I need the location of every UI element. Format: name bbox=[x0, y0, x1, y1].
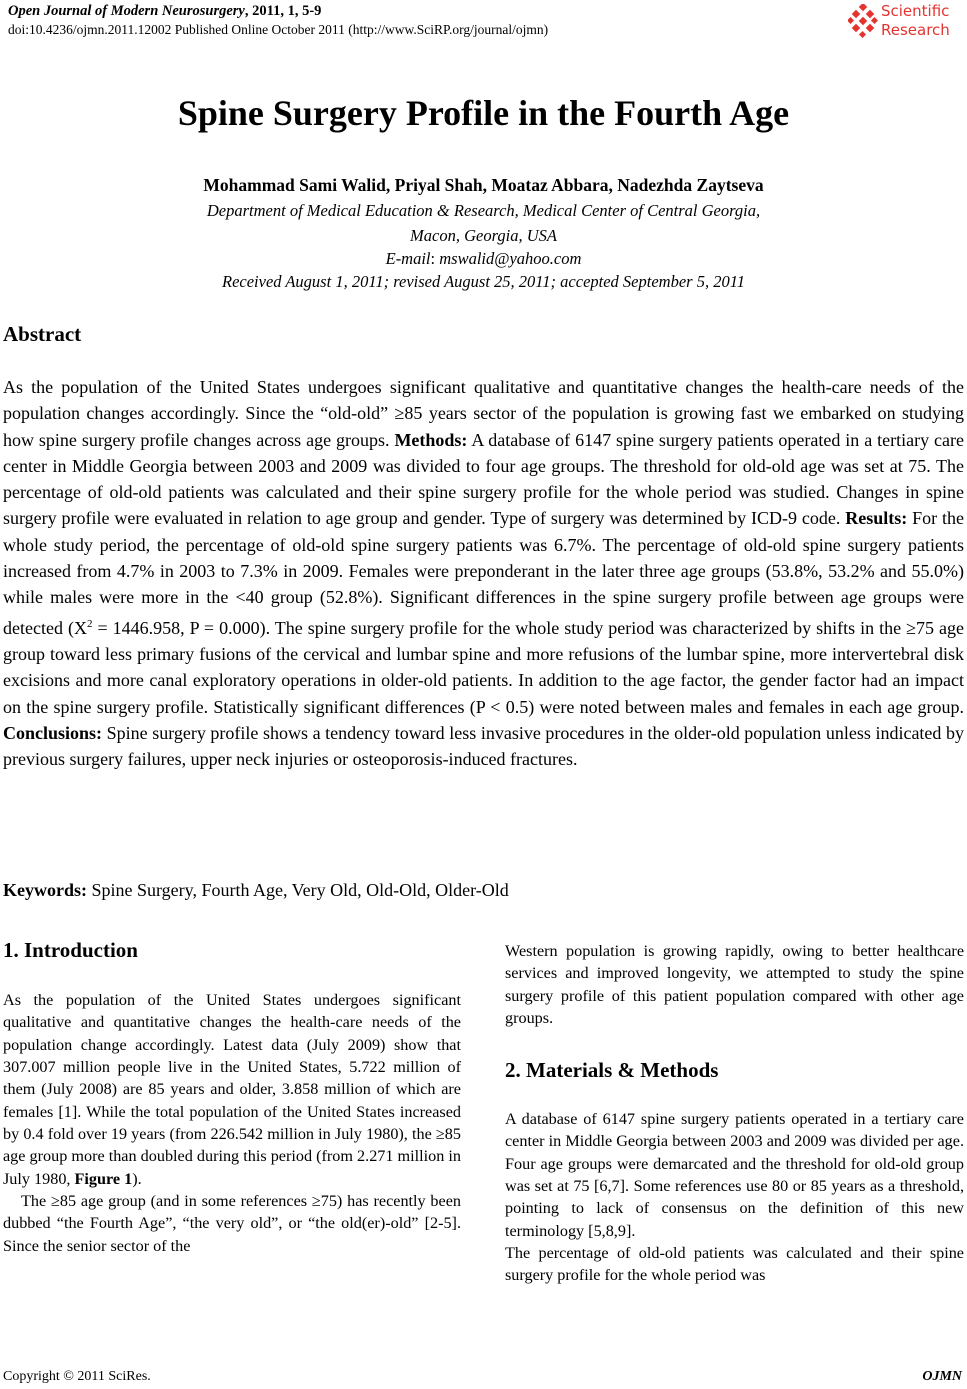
right-column-methods bbox=[505, 1108, 964, 1287]
introduction-heading: 1. Introduction bbox=[3, 938, 138, 962]
journal-abbreviation: OJMN bbox=[922, 1369, 962, 1384]
abstract-body bbox=[3, 374, 964, 772]
journal-volume: , 2011, 1, 5-9 bbox=[244, 3, 322, 19]
keywords bbox=[3, 880, 509, 901]
methods-paragraph-1: A database of 6147 spine surgery patients operated in a tertiary care center in Middle Georgia between 2003 and 2009 was divided per age. Four age groups were demarcated and the threshold for old-old group was set at 75 [6,7]. Some references use 80 or 85 years as a threshold, pointing to lack of consensus on the definition of this new terminology [5,8,9]. bbox=[505, 1110, 964, 1240]
logo-line-1: Scientific bbox=[881, 2, 950, 20]
abstract-background: As the population of the United States undergoes significant qualitative and quantitative changes the health-care needs of the population changes accordingly. Since the “old-old” ≥85 years sector of the population is growing fast we embarked on studying how spine surgery profile changes across age groups. bbox=[3, 377, 964, 450]
affiliation-text: Department of Medical Education & Research, Medical Center of Central Georgia, bbox=[206, 201, 761, 220]
authors: Mohammad Sami Walid, Priyal Shah, Moataz Abbara, Nadezhda Zaytseva bbox=[203, 175, 764, 195]
intro-paragraph-continued: Western population is growing rapidly, owing to better healthcare services and improved longevity, we attempted to study the spine surgery profile of this patient population compared with other age groups. bbox=[505, 942, 964, 1028]
chi-square-superscript: 2 bbox=[86, 617, 93, 630]
materials-methods-heading: 2. Materials & Methods bbox=[505, 1058, 719, 1082]
received-text: Received August 1, 2011; revised August 25, 2011; accepted September 5, 2011 bbox=[222, 272, 745, 291]
scientific-research-logo bbox=[848, 2, 963, 42]
results-label: Results: bbox=[845, 508, 908, 529]
intro-paragraph-1 bbox=[3, 989, 461, 1190]
email-address[interactable]: mswalid@yahoo.com bbox=[439, 249, 582, 268]
keywords-label: Keywords: bbox=[3, 880, 87, 900]
journal-name: Open Journal of Modern Neurosurgery bbox=[8, 3, 245, 19]
conclusions-label: Conclusions: bbox=[3, 722, 103, 743]
right-column-top bbox=[505, 940, 964, 1029]
affiliation-line-1 bbox=[0, 201, 967, 221]
affiliation-location: Macon, Georgia, USA bbox=[410, 226, 557, 245]
intro-paragraph-2: The ≥85 age group (and in some references ≥75) has recently been dubbed “the Fourth Age”, “the very old”, or “the old(er)-old” [2-5]. Since the senior sector of the bbox=[3, 1192, 461, 1255]
keywords-list: Spine Surgery, Fourth Age, Very Old, Old-Old, Older-Old bbox=[87, 880, 509, 900]
abstract-heading: Abstract bbox=[3, 322, 82, 346]
received-dates bbox=[0, 272, 967, 292]
abstract-conclusions: Spine surgery profile shows a tendency toward less invasive procedures in the older-old population unless indicated by previous surgery failures, upper neck injuries or osteoporosis-induced fractures. bbox=[3, 722, 964, 770]
abstract-results-cont: = 1446.958, P = 0.000). The spine surgery profile for the whole study period was characterized by shifts in the ≥75 age group toward less primary fusions of the cervical and lumbar spine and more refusions of the lumbar spine, more intervertebral disk excisions and more canal exploratory operations in older-old patients. In addition to the age factor, the gender factor had an impact on the spine surgery profile. Statistically significant differences (P < 0.5) were noted between males and females in each age group. bbox=[3, 617, 964, 717]
affiliation-line-2 bbox=[0, 226, 967, 246]
logo-text bbox=[881, 2, 950, 40]
copyright-footer: Copyright © 2011 SciRes. bbox=[3, 1369, 151, 1384]
figure-1-reference[interactable]: Figure 1 bbox=[74, 1169, 133, 1188]
methods-paragraph-2: The percentage of old-old patients was calculated and their spine surgery profile for the whole period was bbox=[505, 1244, 964, 1285]
logo-line-2: Research bbox=[881, 21, 950, 39]
intro-p1-text: As the population of the United States undergoes significant qualitative and quantitative changes the health-care needs of the population change accordingly. Latest data (July 2009) show that 307.007 million people live in the United States, 5.722 million of them (July 2008) are 85 years and older, 3.858 million of which are females [1]. While the total population of the United States increased by 0.4 fold over 19 years (from 226.542 million in July 1980), the ≥85 age group more than doubled during this period (from 2.271 million in July 1980, bbox=[3, 991, 461, 1188]
paper-title: Spine Surgery Profile in the Fourth Age bbox=[177, 93, 790, 133]
email-label: E-mail bbox=[385, 249, 431, 268]
abstract-results: For the whole study period, the percentage of old-old spine surgery patients was 6.7%. The percentage of old-old spine surgery patients increased from 4.7% in 2003 to 7.3% in 2009. Females were preponderant in the later three age groups (53.8%, 53.2% and 55.0%) while males were more in the <40 group (52.8%). Significant differences in the spine surgery profile between age groups were detected (X bbox=[3, 508, 964, 638]
journal-header bbox=[8, 3, 321, 20]
doi-line: doi:10.4236/ojmn.2011.12002 Published Online October 2011 (http://www.SciRP.org/journal/ojmn) bbox=[8, 22, 549, 37]
methods-label: Methods: bbox=[394, 429, 468, 450]
abstract-methods: A database of 6147 spine surgery patients operated in a tertiary care center in Middle Georgia between 2003 and 2009 was divided to four age groups. The threshold for old-old age was set at 75. The percentage of old-old patients was calculated and their spine surgery profile for the whole period was studied. Changes in spine surgery profile were evaluated in relation to age group and gender. Type of surgery was determined by ICD-9 code. bbox=[3, 429, 964, 529]
logo-mark-icon bbox=[848, 4, 878, 38]
left-column bbox=[3, 989, 461, 1257]
email-line: E-mail: mswalid@yahoo.com bbox=[385, 249, 582, 268]
intro-p1-end: ). bbox=[132, 1169, 142, 1188]
